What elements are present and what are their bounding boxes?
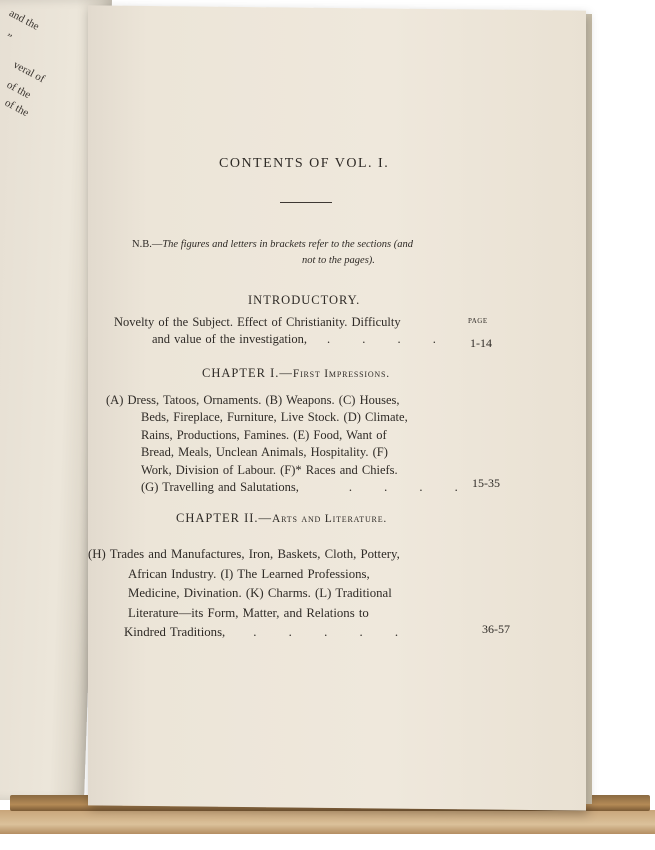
left-page-text: veral of	[11, 58, 47, 86]
entry-line: Kindred Traditions, . . . . .	[124, 625, 413, 640]
entry-line: Work, Division of Labour. (F)* Races and Chiefs.	[141, 462, 398, 477]
entry-line: and value of the investigation, . . . .	[152, 332, 450, 347]
editorial-note	[132, 237, 492, 269]
chapter-2-entry	[88, 545, 412, 643]
leader-dots: . . . .	[348, 480, 472, 495]
leader-dots: . . . . .	[253, 625, 413, 640]
chapter-1-entry	[106, 392, 472, 496]
entry-line: Medicine, Divination. (K) Charms. (L) Traditional	[128, 586, 392, 601]
section-heading-introductory: INTRODUCTORY.	[248, 293, 361, 307]
page-title: CONTENTS OF VOL. I.	[219, 156, 390, 171]
chapter-heading: CHAPTER II.—Arts and Literature.	[176, 511, 388, 525]
note-lead: N.B.—	[132, 239, 163, 250]
entry-line: Beds, Fireplace, Furniture, Live Stock. (D) Climate,	[141, 410, 408, 425]
entry-line: (A) Dress, Tatoos, Ornaments. (B) Weapons. (C) Houses,	[106, 393, 400, 407]
left-page-text: and the	[7, 7, 42, 33]
page-range: 15-35	[472, 476, 500, 490]
entry-line: (G) Travelling and Salutations, . . . .	[141, 480, 472, 495]
chapter-heading: CHAPTER I.—First Impressions.	[202, 366, 390, 380]
entry-line: Bread, Meals, Unclean Animals, Hospitality. (F)	[141, 445, 388, 460]
entry-line: Literature—its Form, Matter, and Relations to	[128, 605, 369, 620]
leader-dots: . . . .	[327, 332, 450, 347]
left-page-text: of the	[4, 78, 33, 102]
entry-line: Novelty of the Subject. Effect of Christianity. Difficulty	[114, 315, 401, 329]
page-column-label: PAGE	[468, 317, 488, 325]
contents-page	[88, 8, 586, 798]
note-text: The figures and letters in brackets refer to the sections (and	[162, 239, 413, 250]
left-page-text: of the	[2, 96, 31, 120]
entry-line: African Industry. (I) The Learned Professions,	[128, 566, 370, 581]
book-cover-edge	[0, 810, 655, 834]
note-text-continued: not to the pages).	[302, 255, 375, 266]
left-page-text: ”	[3, 31, 14, 45]
entry-line: Rains, Productions, Famines. (E) Food, Want of	[141, 427, 387, 442]
title-rule	[280, 202, 332, 203]
page-range: 36-57	[482, 622, 510, 636]
introductory-entry	[114, 314, 450, 349]
entry-line: (H) Trades and Manufactures, Iron, Baskets, Cloth, Pottery,	[88, 547, 400, 561]
page-range: 1-14	[470, 336, 492, 350]
